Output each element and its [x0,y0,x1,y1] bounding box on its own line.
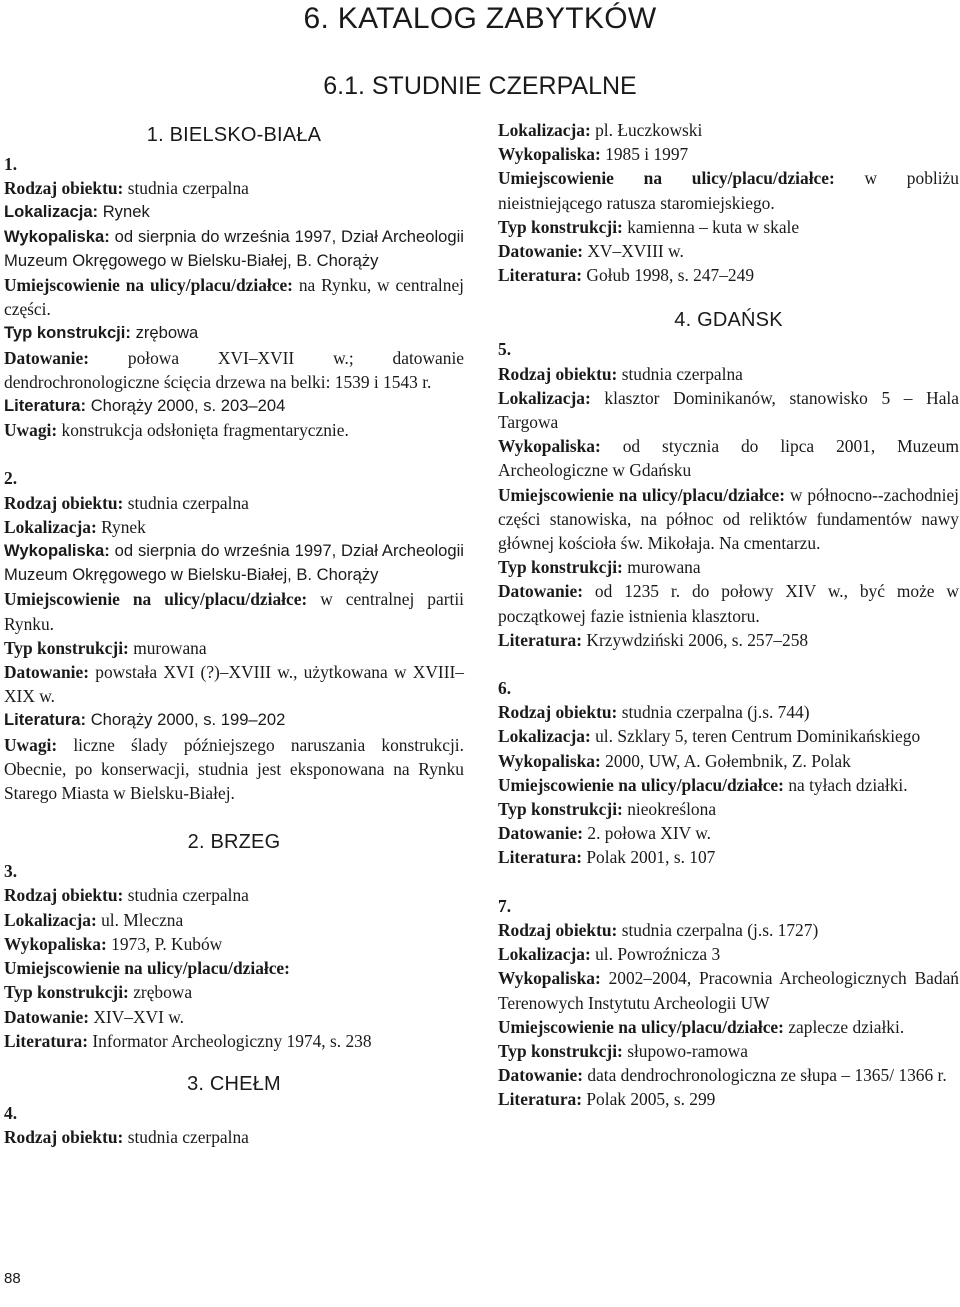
field-label: Lokalizacja: [498,387,591,408]
field-value: konstrukcja odsłonięta fragmentarycznie. [61,420,349,441]
field-label: Literatura: [498,629,583,650]
field-label: Umiejscowienie na ulicy/placu/działce: [498,484,786,505]
field-label: Datowanie: [498,823,584,844]
field-object-type [4,883,464,907]
field-construction-type [4,980,464,1004]
field-construction-type [498,797,959,821]
field-label: Datowanie: [498,1065,584,1086]
entry-number: 1. [4,154,18,174]
field-value: Chorąży 2000, s. 203–204 [90,396,286,416]
field-label: Rodzaj obiektu: [498,919,618,940]
field-label: Umiejscowienie na ulicy/placu/działce: [4,958,290,979]
entry-number: 5. [498,339,512,360]
field-label: Umiejscowienie na ulicy/placu/działce: [498,774,784,795]
field-label: Uwagi: [4,734,58,755]
field-literature [498,628,959,652]
field-object-type [498,918,959,942]
field-label: Typ konstrukcji: [498,1040,623,1061]
field-label: Wykopaliska: [4,226,110,246]
field-label: Rodzaj obiektu: [4,1127,124,1148]
field-value: studnia czerpalna (j.s. 1727) [621,919,819,940]
field-label: Typ konstrukcji: [4,982,129,1003]
field-excavations [498,142,959,166]
field-dating [4,660,464,708]
field-label: Typ konstrukcji: [4,323,131,343]
field-dating [498,1063,959,1087]
field-value: XV–XVIII w. [587,241,684,262]
field-value: liczne ślady późniejszego naruszania konstrukcji. Obecnie, po konserwacji, studnia jest eksponowana na Rynku Starego Miasta w Bielsku-Białej. [4,734,464,804]
field-excavations [498,966,959,1014]
field-value: Rynek [101,516,146,537]
field-value: studnia czerpalna [127,178,249,199]
field-label: Literatura: [4,396,87,416]
field-label: Typ konstrukcji: [498,557,623,578]
catalog-entry-7 [498,894,959,1112]
field-construction-type [498,215,959,239]
catalog-entry-4 [4,1101,464,1149]
field-label: Wykopaliska: [4,541,110,561]
field-label: Datowanie: [498,581,584,602]
field-value: 2002–2004, Pracownia Archeologicznych Badań Terenowych Instytutu Archeologii UW [498,968,959,1013]
field-value: nieokreślona [627,799,717,820]
field-label: Datowanie: [4,1006,90,1027]
field-literature [4,708,464,732]
field-value: Chorąży 2000, s. 199–202 [90,710,286,730]
field-location [4,200,464,224]
field-dating [498,821,959,845]
field-value: murowana [133,637,207,658]
field-value: zrębowa [133,982,193,1003]
field-remarks [4,733,464,806]
field-placement [498,1015,959,1039]
field-value: słupowo-ramowa [627,1040,748,1061]
field-value: połowa XVI–XVII w.; datowanie dendrochronologiczne ścięcia drzewa na belki: 1539 i 1543 r. [4,347,464,392]
field-construction-type [498,555,959,579]
field-label: Rodzaj obiektu: [498,363,618,384]
entry-number: 6. [498,678,512,699]
field-label: Literatura: [498,1089,583,1110]
field-label: Wykopaliska: [4,933,107,954]
entry-number: 3. [4,861,18,882]
field-label: Lokalizacja: [4,202,99,222]
field-label: Literatura: [4,1030,89,1051]
field-value: 2000, UW, A. Gołembnik, Z. Polak [605,750,851,771]
field-label: Wykopaliska: [498,144,601,165]
field-excavations [498,749,959,773]
field-label: Typ konstrukcji: [498,799,623,820]
field-object-type [4,491,464,515]
field-value: kamienna – kuta w skale [627,216,800,237]
catalog-entry-1 [4,152,464,442]
field-value: Gołub 1998, s. 247–249 [586,265,755,286]
region-heading-brzeg: 2. BRZEG [187,831,281,854]
field-placement [498,166,959,214]
field-value: ul. Szklary 5, teren Centrum Dominikańskiego [595,726,921,747]
field-value: studnia czerpalna [127,1127,249,1148]
field-dating [4,346,464,394]
field-label: Wykopaliska: [498,750,601,771]
catalog-entry-2 [4,466,464,805]
field-excavations [4,932,464,956]
field-value: ul. Mleczna [101,909,184,930]
catalog-entry-4-continued [498,118,959,287]
field-value: 2. połowa XIV w. [587,823,712,844]
field-value: Informator Archeologiczny 1974, s. 238 [92,1030,372,1051]
field-label: Datowanie: [498,241,584,262]
field-value: studnia czerpalna [621,363,743,384]
field-value: klasztor Dominikanów, stanowisko 5 – Hala Targowa [498,387,959,433]
field-location [4,908,464,932]
field-value: w pobliżu nieistniejącego ratusza staromiejskiego. [498,168,959,213]
field-object-type [4,1125,464,1149]
field-label: Rodzaj obiektu: [4,885,124,906]
field-label: Wykopaliska: [498,436,601,457]
field-literature [4,1029,464,1053]
field-label: Datowanie: [4,347,90,368]
field-literature [498,845,959,869]
field-label: Umiejscowienie na ulicy/placu/działce: [4,589,308,610]
field-placement [498,773,959,797]
page-number: 88 [4,1270,21,1287]
field-value: data dendrochronologiczna ze słupa – 1365/ 1366 r. [587,1065,947,1086]
region-heading-gdansk: 4. GDAŃSK [674,309,783,332]
field-location [498,724,959,748]
field-label: Umiejscowienie na ulicy/placu/działce: [498,168,835,189]
field-location [498,942,959,966]
field-object-type [4,176,464,200]
field-label: Rodzaj obiektu: [498,702,618,723]
field-value: od sierpnia do września 1997, Dział Archeologii Muzeum Okręgowego w Bielsku-Białej, B. Chorąży [4,226,464,270]
field-value: Rynek [102,202,150,222]
field-value: murowana [627,557,701,578]
chapter-title: 6. KATALOG ZABYTKÓW [303,2,657,35]
field-value: studnia czerpalna [127,885,249,906]
field-label: Lokalizacja: [498,726,591,747]
field-location [498,118,959,142]
region-heading-bielsko-biala: 1. BIELSKO-BIAŁA [146,124,322,146]
entry-number: 2. [4,468,18,489]
field-label: Wykopaliska: [498,968,601,989]
field-label: Lokalizacja: [498,120,591,140]
field-value: pl. Łuczkowski [595,120,703,140]
field-value: od 1235 r. do połowy XIV w., być może w początkowej fazie istnienia klasztoru. [498,581,959,626]
entry-number: 4. [4,1102,18,1123]
field-value: na tyłach działki. [788,774,908,795]
field-value: zrębowa [135,323,199,343]
field-literature [498,263,959,287]
field-construction-type [498,1039,959,1063]
field-value: studnia czerpalna [127,492,249,513]
field-construction-type [4,321,464,345]
field-value: od stycznia do lipca 2001, Muzeum Archeologiczne w Gdańsku [498,436,959,481]
field-location [4,515,464,539]
field-label: Literatura: [498,847,583,868]
catalog-entry-5 [498,337,959,652]
field-value: 1973, P. Kubów [111,933,223,954]
section-title: 6.1. STUDNIE CZERPALNE [323,72,637,100]
field-value: od sierpnia do września 1997, Dział Archeologii Muzeum Okręgowego w Bielsku-Białej, B. Chorąży [4,541,464,585]
field-label: Literatura: [4,710,87,730]
entry-number: 7. [498,895,512,916]
left-column [4,118,464,1149]
field-value: zaplecze działki. [788,1016,905,1037]
field-value: ul. Powroźnicza 3 [595,944,721,965]
field-value: XIV–XVI w. [93,1006,185,1027]
field-placement [4,273,464,321]
field-object-type [498,362,959,386]
catalog-entry-6 [498,676,959,870]
field-value: Krzywdziński 2006, s. 257–258 [586,629,809,650]
region-heading-chelm: 3. CHEŁM [187,1072,281,1095]
field-value: w centralnej partii Rynku. [4,589,464,634]
field-label: Datowanie: [4,662,90,683]
field-placement [4,956,464,980]
field-placement [498,483,959,556]
field-literature [498,1087,959,1111]
field-value: studnia czerpalna (j.s. 744) [621,702,810,723]
field-value: Polak 2001, s. 107 [586,847,716,868]
field-label: Lokalizacja: [4,909,97,930]
field-value: powstała XVI (?)–XVIII w., użytkowana w XVIII–XIX w. [4,662,464,707]
field-label: Rodzaj obiektu: [4,178,124,199]
field-object-type [498,700,959,724]
field-value: 1985 i 1997 [605,144,689,165]
field-location [498,386,959,434]
field-label: Umiejscowienie na ulicy/placu/działce: [498,1016,784,1037]
right-column [498,118,959,1112]
field-value: Polak 2005, s. 299 [586,1089,716,1110]
field-label: Lokalizacja: [4,516,97,537]
field-label: Umiejscowienie na ulicy/placu/działce: [4,275,293,296]
field-value: na Rynku, w centralnej części. [4,275,464,320]
field-label: Literatura: [498,265,583,286]
field-excavations [4,539,464,587]
field-dating [4,1005,464,1029]
field-label: Lokalizacja: [498,944,591,965]
field-construction-type [4,636,464,660]
field-dating [498,239,959,263]
field-placement [4,587,464,635]
catalog-entry-3 [4,859,464,1053]
field-label: Uwagi: [4,420,58,441]
field-dating [498,579,959,627]
field-label: Rodzaj obiektu: [4,492,124,513]
field-excavations [498,434,959,482]
field-excavations [4,225,464,273]
field-label: Typ konstrukcji: [498,216,623,237]
field-literature [4,394,464,418]
field-value: w północno--zachodniej części stanowiska, na północ od reliktów fundamentów nawy głównej kościoła św. Mikołaja. Na cmentarzu. [498,484,959,554]
field-remarks [4,418,464,442]
field-label: Typ konstrukcji: [4,637,129,658]
